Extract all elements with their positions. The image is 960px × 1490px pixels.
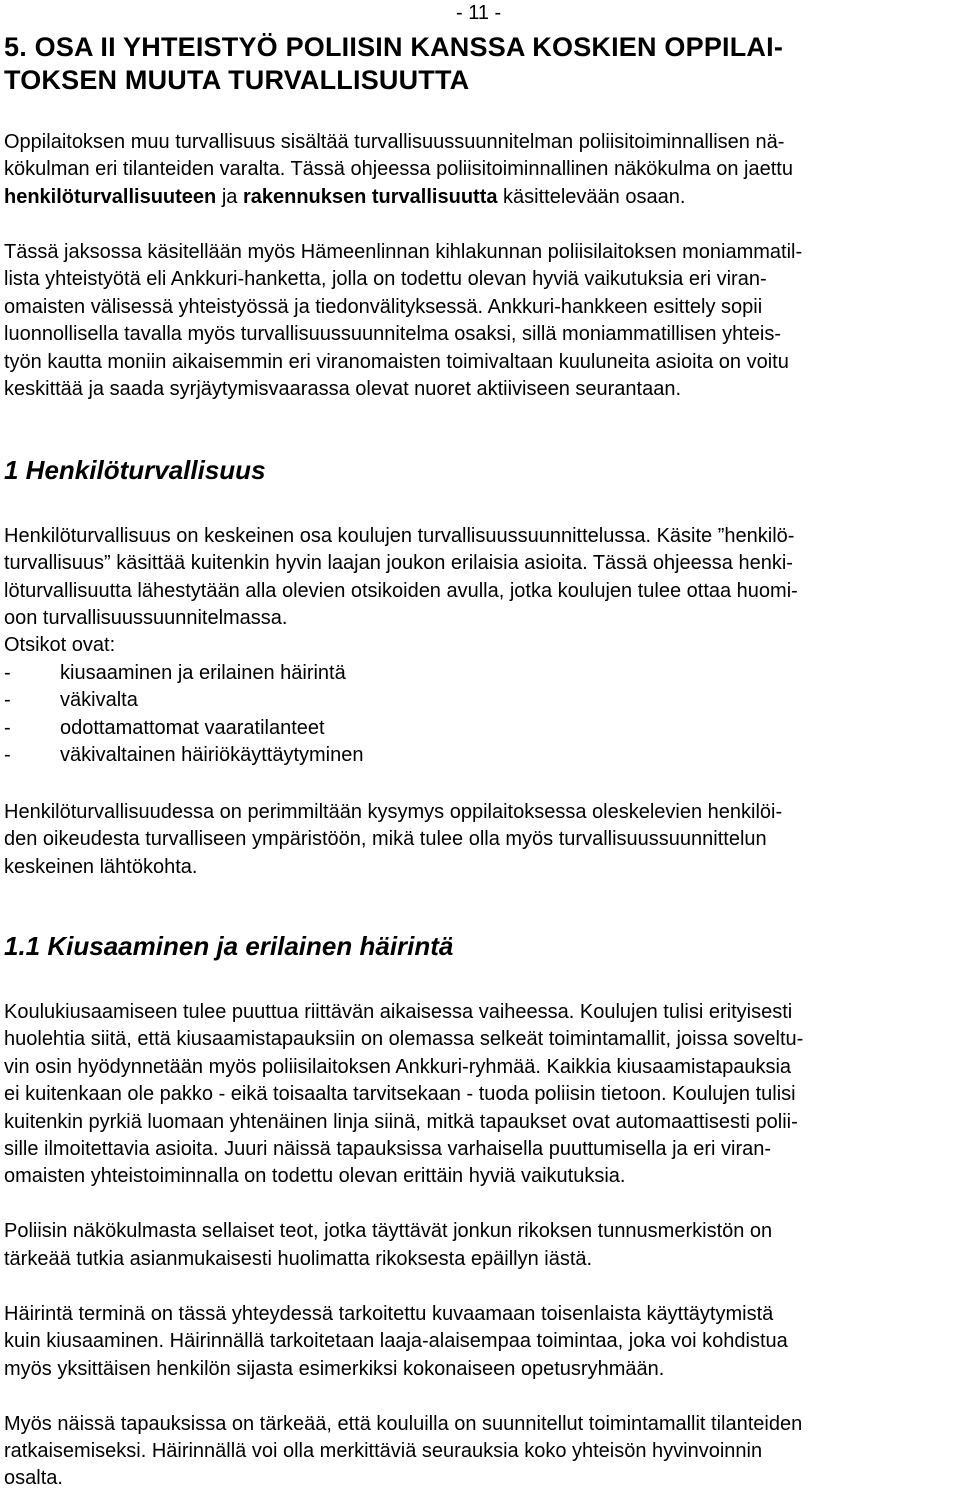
- chapter-title-line-1: 5. OSA II YHTEISTYÖ POLIISIN KANSSA KOSKIEN OPPILAI-: [4, 32, 784, 62]
- paragraph-line: omaisten välisessä yhteistyössä ja tiedonvälityksessä. Ankkuri-hankkeen esittely sopii: [4, 296, 763, 318]
- paragraph-line: Tässä jaksossa käsitellään myös Hämeenlinnan kihlakunnan poliisilaitoksen moniammatil-: [4, 241, 803, 263]
- paragraph-line: kuitenkin pyrkiä luomaan yhtenäinen linja siinä, mitkä tapaukset ovat automaattisesti polii-: [4, 1111, 798, 1133]
- chapter-title-line-2: TOKSEN MUUTA TURVALLISUUTTA: [4, 65, 470, 95]
- list-dash: -: [4, 689, 11, 711]
- paragraph-line: Henkilöturvallisuudessa on perimmiltään kysymys oppilaitoksessa oleskelevien henkilöi-: [4, 801, 783, 823]
- paragraph-line: turvallisuus” käsittää kuitenkin hyvin laajan joukon erilaisia asioita. Tässä ohjeessa henki-: [4, 552, 793, 574]
- paragraph-line: ratkaisemiseksi. Häirinnällä voi olla merkittäviä seurauksia koko yhteisön hyvinvoinnin: [4, 1440, 763, 1462]
- intro-text: käsittelevään osaan.: [497, 186, 686, 208]
- list-dash: -: [4, 662, 11, 684]
- paragraph-line: Henkilöturvallisuus on keskeinen osa koulujen turvallisuussuunnittelussa. Käsite ”henkilö-: [4, 525, 795, 547]
- paragraph-line: omaisten yhteistoiminnalla on todettu olevan erittäin hyviä vaikutuksia.: [4, 1165, 626, 1187]
- paragraph-line: myös yksittäisen henkilön sijasta esimerkiksi kokonaiseen opetusryhmään.: [4, 1358, 665, 1380]
- list-dash: -: [4, 717, 11, 739]
- paragraph-line: luonnollisella tavalla myös turvallisuussuunnitelma osaksi, sillä moniammatillisen yhteis-: [4, 323, 781, 345]
- paragraph-line: huolehtia siitä, että kiusaamistapauksiin on olemassa selkeät toimintamallit, joissa soveltu-: [4, 1028, 804, 1050]
- paragraph-line: sille ilmoitettavia asioita. Juuri näissä tapauksissa varhaisella puuttumisella ja eri viran-: [4, 1138, 772, 1160]
- paragraph-line: Myös näissä tapauksissa on tärkeää, että kouluilla on suunnitellut toimintamallit tilanteiden: [4, 1413, 803, 1435]
- intro-text: ja: [216, 186, 243, 208]
- list-item: [4, 716, 325, 740]
- bold-term: rakennuksen turvallisuutta: [242, 186, 498, 208]
- paragraph-line: ei kuitenkaan ole pakko - eikä toisaalta tarvitsekaan - tuoda poliisin tietoon. Koulujen tulisi: [4, 1083, 796, 1105]
- list-intro: Otsikot ovat:: [4, 634, 116, 656]
- paragraph-line: keskittää ja saada syrjäytymisvaarassa olevat nuoret aktiiviseen seurantaan.: [4, 378, 682, 400]
- paragraph-line: työn kautta moniin aikaisemmin eri viranomaisten toimivaltaan kuuluneita asioita on voitu: [4, 351, 789, 373]
- paragraph-line: tärkeää tutkia asianmukaisesti huolimatta rikoksesta epäillyn iästä.: [4, 1248, 593, 1270]
- bold-term: henkilöturvallisuuteen: [4, 186, 217, 208]
- list-item: [4, 661, 346, 685]
- paragraph-line: Häirintä terminä on tässä yhteydessä tarkoitettu kuvaamaan toisenlaista käyttäytymistä: [4, 1303, 774, 1325]
- subsection-heading: 1.1 Kiusaaminen ja erilainen häirintä: [4, 931, 454, 961]
- list-item-text: väkivalta: [60, 689, 138, 711]
- paragraph-line: keskeinen lähtökohta.: [4, 856, 198, 878]
- paragraph-line: Poliisin näkökulmasta sellaiset teot, jotka täyttävät jonkun rikoksen tunnusmerkistön on: [4, 1220, 773, 1242]
- list-item-text: kiusaaminen ja erilainen häirintä: [60, 662, 346, 684]
- paragraph-line: den oikeudesta turvalliseen ympäristöön, mikä tulee olla myös turvallisuussuunnittelun: [4, 828, 767, 850]
- list-item: [4, 688, 138, 712]
- intro-line: [4, 185, 685, 209]
- list-dash: -: [4, 744, 11, 766]
- paragraph-line: vin osin hyödynnetään myös poliisilaitoksen Ankkuri-ryhmää. Kaikkia kiusaamistapauksia: [4, 1056, 792, 1078]
- paragraph-line: oon turvallisuussuunnitelmassa.: [4, 607, 288, 629]
- paragraph-line: löturvallisuutta lähestytään alla olevien otsikoiden avulla, jotka koulujen tulee ottaa huomi-: [4, 580, 798, 602]
- paragraph-line: lista yhteistyötä eli Ankkuri-hanketta, jolla on todettu olevan hyviä vaikutuksia eri viran-: [4, 268, 767, 290]
- list-item-text: odottamattomat vaaratilanteet: [60, 717, 325, 739]
- paragraph-line: kuin kiusaaminen. Häirinnällä tarkoitetaan laaja-alaisempaa toimintaa, joka voi kohdistua: [4, 1330, 788, 1352]
- list-item-text: väkivaltainen häiriökäyttäytyminen: [60, 744, 364, 766]
- intro-line: Oppilaitoksen muu turvallisuus sisältää turvallisuussuunnitelman poliisitoiminnallisen nä-: [4, 131, 785, 153]
- paragraph-line: Koulukiusaamiseen tulee puuttua riittävän aikaisessa vaiheessa. Koulujen tulisi erityisesti: [4, 1001, 793, 1023]
- section-heading: 1 Henkilöturvallisuus: [4, 455, 266, 485]
- paragraph-line: osalta.: [4, 1467, 63, 1489]
- intro-line: kökulman eri tilanteiden varalta. Tässä ohjeessa poliisitoiminnallinen näkökulma on jaettu: [4, 158, 793, 180]
- page-number: - 11 -: [456, 2, 502, 24]
- list-item: [4, 743, 364, 767]
